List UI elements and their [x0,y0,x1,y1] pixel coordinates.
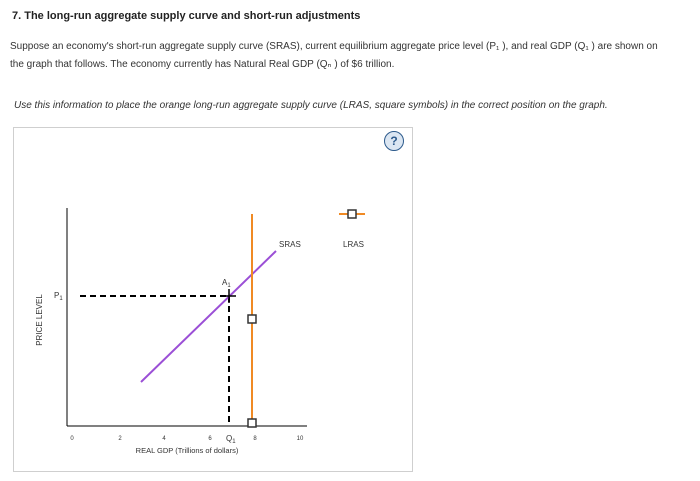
intro-line-1: Suppose an economy's short-run aggregate supply curve (SRAS), current equilibrium aggregate price level (P₁ ), and real GDP (Q₁ ) are shown on [10,41,658,52]
question-circle-icon: ? [390,134,398,148]
intro-line-2: the graph that follows. The economy currently has Natural Real GDP (Qₙ ) of $6 trillion. [10,59,395,70]
lras-legend-label: LRAS [343,240,364,249]
question-title: 7. The long-run aggregate supply curve and short-run adjustments [12,10,361,22]
a1-label: $A_1$ [222,278,231,289]
q1-label: $Q_1$ [226,434,236,445]
x-tick-label: 4 [162,436,166,442]
x-tick-label: 6 [208,436,212,442]
lras-handle-top[interactable] [248,315,256,323]
lras-legend-tool[interactable] [339,210,365,218]
p1-label: $P_1$ [54,291,63,302]
lras-handle-bottom[interactable] [248,419,256,427]
x-tick-label: 0 [70,436,74,442]
x-tick-label: 10 [296,436,304,442]
question-instruction: Use this information to place the orange long-run aggregate supply curve (LRAS, square symbols) in the correct position on the graph. [14,100,608,111]
y-axis-label: PRICE LEVEL [35,294,44,346]
sras-label: SRAS [279,240,301,249]
x-tick-label: 2 [118,436,122,442]
x-axis-label: REAL GDP (Trillions of dollars) [135,446,239,455]
x-tick-label: 8 [253,436,257,442]
